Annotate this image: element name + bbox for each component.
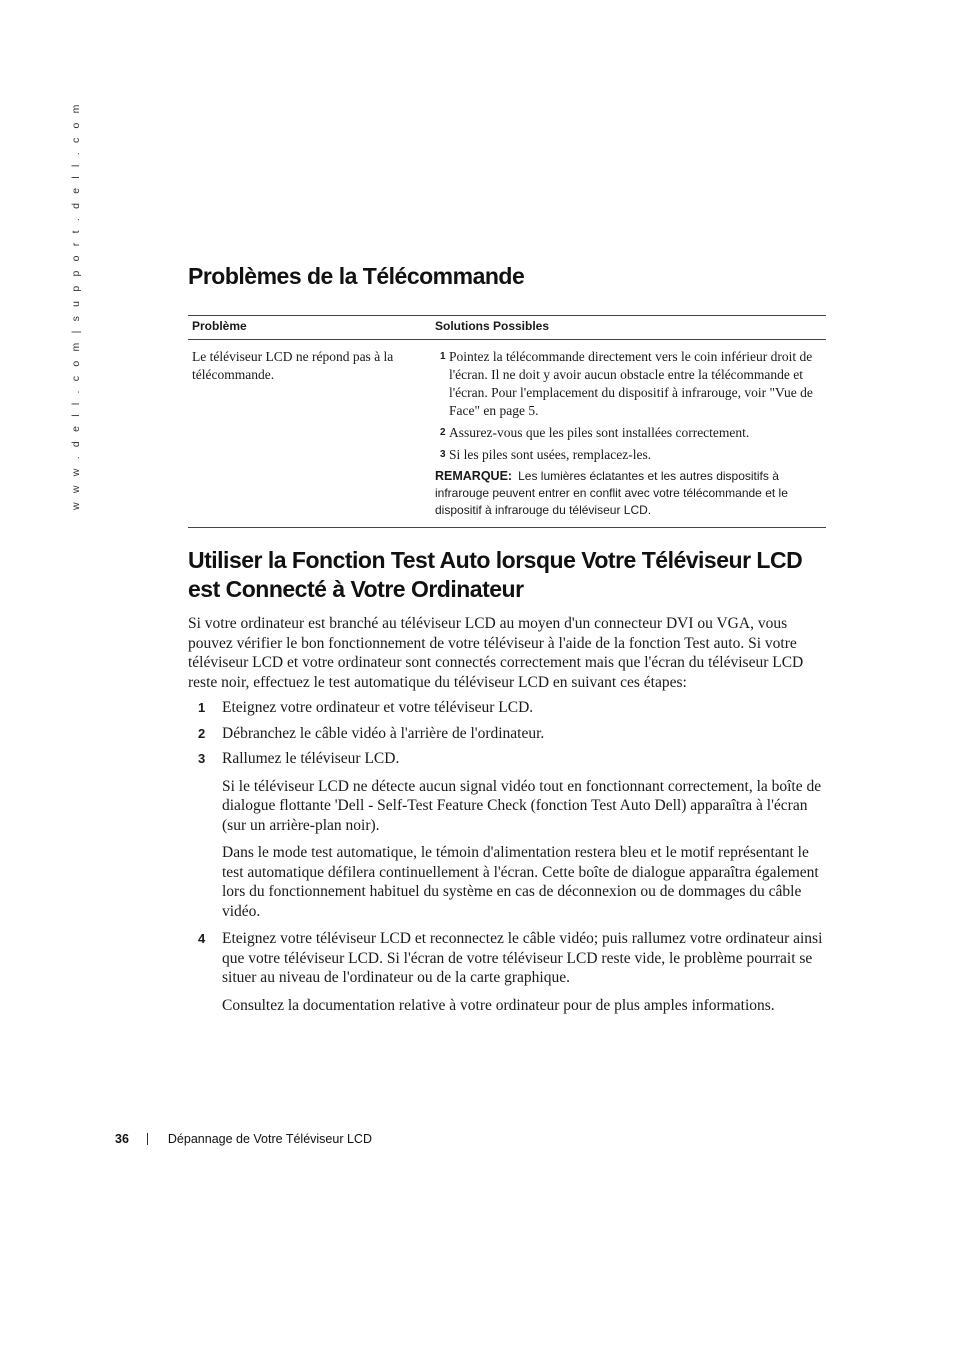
list-number: 3	[440, 449, 446, 460]
step-text: Débranchez le câble vidéo à l'arrière de l'ordinateur.	[222, 724, 545, 742]
list-item	[435, 446, 822, 464]
header-problem: Problème	[188, 316, 431, 340]
step-text: Rallumez le téléviseur LCD.	[222, 750, 400, 767]
step-number: 3	[198, 751, 206, 766]
list-item	[435, 424, 822, 442]
note-text: Les lumières éclatantes et les autres dispositifs à infrarouge peuvent entrer en conflit avec votre télécommande et le dispositif à infrarouge du téléviseur LCD.	[435, 469, 788, 517]
header-solutions: Solutions Possibles	[431, 316, 826, 340]
step-paragraph: Si le téléviseur LCD ne détecte aucun signal vidéo tout en fonctionnant correctement, la boîte de dialogue flottante 'Dell - Self-Test Feature Check (fonction Test Auto Dell) apparaîtra à l'écran (sur un arrière-plan noir).	[222, 777, 822, 834]
list-item	[188, 749, 826, 921]
intro-paragraph: Si votre ordinateur est branché au téléviseur LCD au moyen d'un connecteur DVI ou VGA, vous pouvez vérifier le bon fonctionnement de votre téléviseur à l'aide de la fonction Test auto. Si votre téléviseur LCD et votre ordinateur sont connectés correctement mais que l'écran du téléviseur LCD reste noir, effectuez le test automatique du téléviseur LCD en suivant ces étapes:	[188, 615, 804, 691]
section-title-selftest: Utiliser la Fonction Test Auto lorsque Votre Téléviseur LCD est Connecté à Votre Ordinateur	[188, 547, 803, 602]
table-header-row	[188, 316, 826, 340]
list-number: 2	[440, 427, 446, 438]
solution-text: Si les piles sont usées, remplacez-les.	[449, 447, 652, 462]
solutions-list	[435, 348, 822, 464]
page-footer	[115, 1132, 372, 1146]
problem-cell: Le téléviseur LCD ne répond pas à la télécommande.	[188, 340, 431, 528]
list-item	[188, 724, 826, 744]
side-url: w w w . d e l l . c o m | s u p p o r t . d e l l . c o m	[70, 101, 82, 510]
step-number: 2	[198, 725, 206, 741]
list-number: 1	[440, 351, 446, 362]
step-text: Eteignez votre téléviseur LCD et reconnectez le câble vidéo; puis rallumez votre ordinateur ainsi que votre téléviseur LCD. Si l'écran de votre téléviseur LCD reste vide, le problème pourrait se situer au niveau de l'ordinateur ou de la carte graphique.	[222, 930, 823, 986]
note-label: REMARQUE:	[435, 469, 513, 483]
remote-problems-table	[188, 315, 826, 528]
solution-text: Assurez-vous que les piles sont installées correctement.	[449, 425, 750, 440]
steps-list	[188, 698, 826, 1015]
list-item	[435, 348, 822, 420]
note	[435, 468, 822, 519]
step-text: Eteignez votre ordinateur et votre téléviseur LCD.	[222, 699, 534, 716]
solution-text: Pointez la télécommande directement vers le coin inférieur droit de l'écran. Il ne doit y avoir aucun obstacle entre la télécommande et l'écran. Pour l'emplacement du dispositif à infrarouge, voir "Vue de Face" en page 5.	[449, 349, 813, 418]
step-number: 1	[198, 700, 206, 715]
table-row	[188, 340, 826, 528]
solutions-cell	[431, 340, 826, 528]
list-item	[188, 929, 826, 1015]
step-paragraph: Dans le mode test automatique, le témoin d'alimentation restera bleu et le motif représentant le test automatique défilera continuellement à l'écran. Cette boîte de dialogue apparaîtra également lors du fonctionnement habituel du système en cas de déconnexion ou de dommages du câble vidéo.	[222, 844, 819, 920]
page-number: 36	[115, 1132, 129, 1146]
chapter-title: Dépannage de Votre Téléviseur LCD	[167, 1132, 372, 1146]
step-paragraph: Consultez la documentation relative à votre ordinateur pour de plus amples informations.	[222, 996, 775, 1014]
step-number: 4	[198, 931, 206, 946]
page-content	[188, 262, 826, 1023]
section-title-remote: Problèmes de la Télécommande	[188, 263, 525, 289]
list-item	[188, 698, 826, 718]
footer-divider	[147, 1133, 148, 1145]
